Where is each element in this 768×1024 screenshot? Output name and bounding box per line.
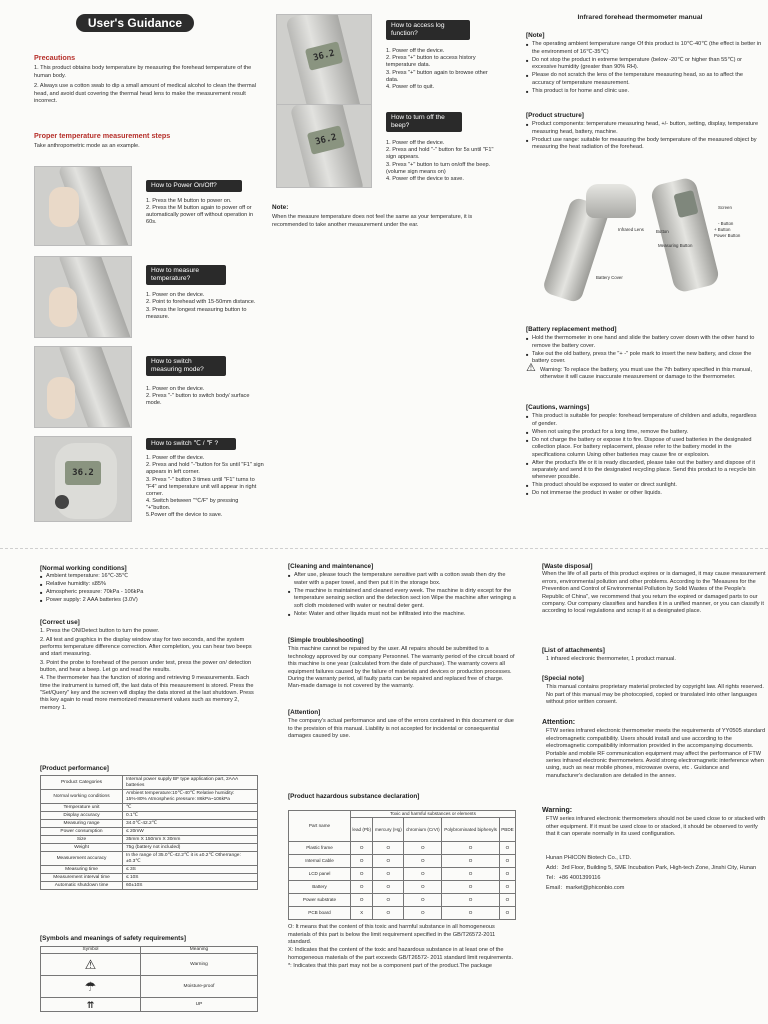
perf-value: 0.1℃ [123,812,258,820]
perf-label: Product Categories [41,776,123,790]
warning-icon: ⚠ [41,954,141,976]
note-block [272,204,508,230]
perf-label: Power consumption [41,828,123,836]
company-tel: Tel：+86 4001399116 [546,875,601,881]
umbrella-icon: ☂ [41,976,141,998]
haz-col: chromium (CrVI) [404,818,442,842]
company-address: Add：3rd Floor, Building 5, SME Incubation Park, High-tech Zone, Jinshi City, Hunan [546,865,757,871]
warn-text: FTW series infrared electronic thermometers should not be used close to or stacked with other equipment. If it must be used close to or stacked, it should be observed to verify that it can operate normally in its used configuration. [546,816,766,838]
trouble-section [288,637,516,692]
perf-row [41,874,258,882]
sym-meaning: UP [141,998,258,1012]
precaution-1: 1. This product obtains body temperature by measuring the forehead temperature of the human body. [34,65,252,79]
cleaning-item: ■ The machine is maintained and cleaned every week. The machine is dirty except for the temperature sensing section and the detection sect ion Wipe the machine after wringing a soft cloth moistened with water or neutral deter gent. [288,588,516,610]
label-plus: + Button [714,227,731,232]
waste-text: When the life of all parts of this product expires or is damaged, it may cause measurement errors, environmental pollution and other problems. According to the "Measures for the Prevention and Control of Environmental Pollution by Solid Wastes of the People's Republic of China", we recommend that you return the expired or damaged parts to our company. Our company classifies and handles it in a unified manner, or you can classify it according to local regulations and scrap it at a designated place. [542,571,766,615]
normal-item: ■ Atmospheric pressure: 70kPa - 106kPa [40,589,258,596]
haz-cell: O [499,855,515,868]
correct-item: 2. All test and graphics in the display window stay for two seconds, and the system performs temperature difference correction. After completion, you can hear two beeps and start measuring. [40,636,252,658]
cautions-section [526,404,762,498]
note-title: Note: [272,204,289,211]
perf-label: Temperature unit [41,804,123,812]
haz-cell: O [351,855,373,868]
bottom-sheet [0,548,768,1024]
label-button: Button [656,229,669,234]
guide-title: User's Guidance [76,14,194,32]
haz-cell: O [499,894,515,907]
haz-cell: O [373,881,404,894]
warn-title: Warning: [542,807,573,814]
sym-meaning: Warning [141,954,258,976]
photo-unit: 36.2 [34,436,132,522]
haz-cell: O [373,907,404,920]
label-measuring: Measuring Button [658,243,693,248]
perf-label: Measurement interval time [41,874,123,882]
haz-cell: O [351,868,373,881]
haz-cell: O [404,842,442,855]
perf-section [40,765,260,890]
haz-cell: O [499,907,515,920]
tag-measure: How to measure temperature? [146,265,226,285]
normal-title: [Normal working conditions] [40,565,127,572]
manual-note-item: ■ This product is for home and clinic use. [526,88,762,95]
correct-item: 1. Press the ON/Detect button to turn the power. [40,628,160,635]
trouble-title: [Simple troubleshooting] [288,637,364,644]
haz-cell: O [499,881,515,894]
attach-title: [List of attachments] [542,647,605,654]
haz-row [289,855,516,868]
haz-cell: O [442,894,500,907]
battery-item: ■ Hold the thermometer in one hand and slide the battery cover down with the other hand to remove the battery cover. [526,335,762,350]
perf-row [41,812,258,820]
perf-value: In the range of 35.0℃-42.2℃ it is ±0.2℃ Otherrange: ±0.3℃ [123,852,258,866]
manual-note-title: [Note] [526,32,545,39]
haz-cell: O [404,894,442,907]
perf-row [41,820,258,828]
battery-warning: Warning: To replace the battery, you must use the 7th battery specified in this manual, otherwise it will cause inaccurate measurement or damage to the thermometer. [540,366,752,381]
perf-label: Measuring time [41,866,123,874]
haz-cell: O [442,868,500,881]
haz-part: Internal Cable [289,855,351,868]
haz-cell: O [442,881,500,894]
symbols-table [40,946,258,1012]
att-title: Attention: [542,719,576,726]
steps-power: 1. Press the M button to power on. 2. Press the M button again to power off or automatically power off without operation in 60s. [146,198,254,226]
hazard-section [288,793,516,971]
panel-log-beep [262,0,512,548]
photo-power [34,166,132,246]
attach-text: 1 infrared electronic thermometer, 1 product manual. [546,656,676,663]
cleaning-item: ■ Note: Water and other liquids must not be infiltrated into the machine. [288,611,516,618]
tag-power: How to Power On/Off? [146,180,242,192]
steps-unit: 1. Power off the device. 2. Press and hold "-"button for 5s until "F1" sign appears in left corner. 3. Press "-" button 3 times until "F1" turns to "F4" and temperature unit will appear in right corner. 4. Switch between "℃/F" by pressing "+"button. 5.Power off the device to save. [146,455,264,519]
haz-cell: O [404,907,442,920]
photo-measure [34,256,132,338]
manual-note-item: ■ Do not stop the product in extreme temperature (below -20℃ or higher than 55℃) or excessive humidity (greater than 90% RH). [526,57,762,72]
perf-value: ≤ 10S [123,874,258,882]
note-text: When the measure temperature does not feel the same as your temperature, it is recommended to take another measurement under the ear. [272,214,473,228]
label-battery: Battery Cover [596,275,623,280]
perf-label: Display accuracy [41,812,123,820]
caution-item: ■ This product should be exposed to water or direct sunlight. [526,482,762,489]
tag-unit: How to switch ℃ / ℉ ? [146,438,236,450]
perf-value: 75g (battery not included) [123,844,258,852]
haz-cell: O [351,842,373,855]
manual-title: Infrared forehead thermometer manual [577,14,703,21]
attention-text: The company's actual performance and use of the errors contained in this document or due to the provision of this manual. Liability is not accepted for incidental or consequential damages caused by use. [288,718,514,740]
special-text: This manual contains proprietary material protected by copyright law. All rights reserved. No part of this manual may be photocopied, copied or translated into other languages without prior written consent. [546,684,764,706]
haz-col: mercury (Hg) [373,818,404,842]
label-screen: Screen [718,205,732,210]
normal-item: ■ Power supply: 2 AAA batteries (3.0V) [40,597,258,604]
tag-mode: How to switch measuring mode? [146,356,226,376]
sym-header-meaning: Meaning [141,947,258,954]
caution-item: ■ Do not immerse the product in water or other liquids. [526,490,762,497]
steps-beep: 1. Power off the device. 2. Press and hold "-" button for 5s until "F1" sign appears. 3. Press "+" button to turn on/off the beep. (volume sign means on) 4. Power off the device to save. [386,140,494,182]
structure-item: ■ Product use range: suitable for measuring the body temperature of the measured object by measuring the heat radiation of the forehead. [526,137,762,152]
warning-section [542,807,766,839]
panel-disposal [520,549,768,1024]
haz-note: O: It means that the content of this toxic and harmful substance in all homogeneous materials of this part is below the limit requirement specified in the GB/T26572-2011 standard. [288,924,496,946]
caution-item: ■ When not using the product for a long time, remove the battery. [526,429,762,436]
caution-item: ■ Do not charge the battery or expose it to fire. Dispose of used batteries in the designated collection place. For battery replacement, please refer to the battery model in the specifications column Using other batteries may cause fire or explosion. [526,437,762,459]
hazard-title: [Product hazardous substance declaration] [288,793,420,800]
perf-label: Measurement accuracy [41,852,123,866]
label-power: Power Button [714,233,741,238]
perf-value: Ambient temperature:10℃-40℃ Relative humidity: 15%-80% Atmospheric pressure: 86kPa~106kPa [123,790,258,804]
haz-cell: O [442,842,500,855]
haz-note: *: Indicates that this part may not be a component part of the product.The package [288,963,492,970]
waste-section [542,563,766,617]
symbols-title: [Symbols and meanings of safety requirements] [40,935,186,942]
panel-conditions [0,549,262,1024]
special-section [542,675,766,707]
perf-row [41,866,258,874]
haz-row [289,881,516,894]
panel-users-guidance [0,0,262,548]
cautions-title: [Cautions, warnings] [526,404,590,411]
att-section [542,719,766,781]
correct-item: 3. Point the probe to forehead of the person under test, press the power on/ detection button, and hear a beep. Let go and read the results. [40,659,252,674]
special-title: [Special note] [542,675,584,682]
haz-cell: X [351,907,373,920]
up-arrows-icon: ⇈ [41,998,141,1012]
label-minus: - Button [718,221,734,226]
haz-col: lead (Pb) [351,818,373,842]
perf-value: ℃ [123,804,258,812]
attach-section [542,647,766,665]
haz-cell: O [373,842,404,855]
haz-part: LCD panel [289,868,351,881]
perf-row [41,852,258,866]
cleaning-title: [Cleaning and maintenance] [288,563,374,570]
photo-mode [34,346,132,428]
perf-table [40,775,258,890]
haz-row [289,894,516,907]
proper-steps-title: Proper temperature measurement steps [34,131,171,140]
att-text: FTW series infrared electronic thermometer meets the requirements of YY0505 standard electromagnetic compatibility. Users should install and use according to the electromagnetic compatibility information provided in the accompanying documents. Portable and mobile RF communication equipment may affect the performance of FTW series infrared electronic thermometers. Avoid strong electromagnetic interference when using, such as near mobile phones, microwave ovens, etc . Guidance and manufacturer's declaration are detailed in the annex. [546,728,766,779]
precautions-title: Precautions [34,53,76,62]
perf-label: Normal working conditions [41,790,123,804]
perf-value: Internal power supply BF type application part, 2AAA batteries [123,776,258,790]
haz-col: PBDE [499,818,515,842]
waste-title: [Waste disposal] [542,563,593,570]
proper-steps-sub: Take anthropometric mode as an example. [34,143,140,150]
manual-note-item: ■ The operating ambient temperature range Of this product is 10℃-40℃ (the effect is better in the environment of 16℃-35℃) [526,41,762,56]
haz-cell: O [442,855,500,868]
steps-mode: 1. Power on the device. 2. Press "-" button to switch body/ surface mode. [146,386,250,407]
haz-note: X: Indicates that the content of the toxic and hazardous substance in at least one of the homogeneous materials of the part exceeds GB/T26572- 2011 standard limit requirements. [288,947,514,961]
company-block [546,853,766,893]
symbols-section [40,935,260,1012]
perf-label: Weight [41,844,123,852]
correct-item: 4. The thermometer has the function of storing and retrieving 9 measurements. Each time the instrument is turned off, the last data of this measurement is stored. Press the "Set/Query" key and the screen will display the data stored at the last shutdown. Press this key again to read more memorized measurement values such as memory 2, memory 1. [40,675,254,711]
panel-maintenance [262,549,520,1024]
haz-cell: O [373,868,404,881]
perf-value: ≤ 20mW [123,828,258,836]
steps-log: 1. Power off the device. 2. Press "+" button to access history temperature data. 3. Press "+" button again to browse other data. 4. Power off to quit. [386,48,488,90]
perf-row [41,882,258,890]
battery-title: [Battery replacement method] [526,326,617,333]
haz-cell: O [351,894,373,907]
warning-triangle-icon: ⚠ [526,361,536,374]
haz-col-part: Part name [289,811,351,842]
battery-item: ■ Take out the old battery, press the "+ -" pole mark to insert the new battery, and close the battery cover. [526,351,762,366]
perf-row [41,804,258,812]
perf-value: 35mm X 150mm X 30mm [123,836,258,844]
perf-title: [Product performance] [40,765,109,772]
cleaning-item: ■ After use, please touch the temperature sensitive part with a cotton swab then dry the water with a paper towel, and then put it in the storage box. [288,572,516,587]
sym-meaning: Moisture-proof [141,976,258,998]
cleaning-section [288,563,516,619]
structure-diagram [526,170,762,320]
haz-part: PCB board [289,907,351,920]
perf-row [41,836,258,844]
sym-header-symbol: Symbol [41,947,141,954]
haz-part: Power substrate [289,894,351,907]
perf-value: ≤ 3S [123,866,258,874]
company-email: Email：market@phiconbio.com [546,885,625,891]
haz-col: Polybrominated biphenyls [442,818,500,842]
haz-part: Battery [289,881,351,894]
normal-item: ■ Relative humidity: ≤85% [40,581,258,588]
haz-cell: O [373,855,404,868]
correct-section [40,619,260,713]
caution-item: ■ After the product's life or it is ready discarded, please take out the battery and dispose of it separately and send it to the designated recycling place. Send this product to a recycle bin whenever possible. [526,460,762,482]
manual-note-item: ■ Please do not scratch the lens of the temperature measuring head, so as to affect the accuracy of temperature measurement. [526,72,762,87]
haz-row [289,907,516,920]
correct-title: [Correct use] [40,619,80,626]
structure-title: [Product structure] [526,112,584,119]
haz-part: Plastic frame [289,842,351,855]
haz-cell: O [499,868,515,881]
haz-cell: O [404,855,442,868]
perf-label: Automatic shutdown time [41,882,123,890]
perf-label: Measuring range [41,820,123,828]
perf-label: Size [41,836,123,844]
attention-section [288,709,516,741]
perf-row [41,790,258,804]
attention-title: [Attention] [288,709,321,716]
note-section [526,32,762,96]
structure-item: ■ Product components: temperature measuring head, +/- button, setting, display, temperature measuring head, battery, machine. [526,121,762,136]
haz-row [289,842,516,855]
photo-beep: 36.2 [276,104,372,188]
haz-row [289,868,516,881]
photo-log: 36.2 [276,14,372,122]
precaution-2: 2. Always use a cotton swab to dip a small amount of medical alcohol to clean the thermal head, and avoid dust covering the thermal head lens to make the measurement result incorrect. [34,83,257,105]
haz-cell: O [351,881,373,894]
caution-item: ■ This product is suitable for people: forehead temperature of children and adults, regardless of gender. [526,413,762,428]
haz-cell: O [373,894,404,907]
perf-row [41,776,258,790]
perf-row [41,828,258,836]
perf-row [41,844,258,852]
structure-section [526,112,762,152]
normal-item: ■ Ambient temperature: 16℃-35℃ [40,573,258,580]
steps-measure: 1. Power on the device. 2. Point to forehead with 15-50mm distance. 3. Press the longest measuring button to measure. [146,292,256,320]
hazard-table [288,810,516,920]
haz-group: Toxic and harmful substances or elements [351,811,516,818]
trouble-text: This machine cannot be repaired by the user. All repairs should be submitted to a technology approved by our company Personnel. The warranty period of the circuit board of this machine is one year (calculated from the date of purchase). The warranty covers all equipment failures caused by the failure of materials and devices or production processes. During the warranty period, all faulty parts can be repaired and replaced free of charge. Man-made damage is not covered by the warranty. [288,646,515,690]
tag-beep: How to turn off the beep? [386,112,462,132]
tag-log: How to access log function? [386,20,470,40]
panel-manual [512,0,768,548]
perf-value: 60±10S [123,882,258,890]
haz-cell: O [499,842,515,855]
label-infrared: Infrared Lens [618,227,644,232]
hazard-notes [288,924,516,970]
haz-cell: O [404,868,442,881]
battery-section [526,326,762,381]
company-name: Hunan PHICON Biotech Co., LTD. [546,855,632,861]
haz-cell: O [404,881,442,894]
perf-value: 34.0℃-42.2℃ [123,820,258,828]
haz-cell: O [442,907,500,920]
normal-section [40,565,258,605]
